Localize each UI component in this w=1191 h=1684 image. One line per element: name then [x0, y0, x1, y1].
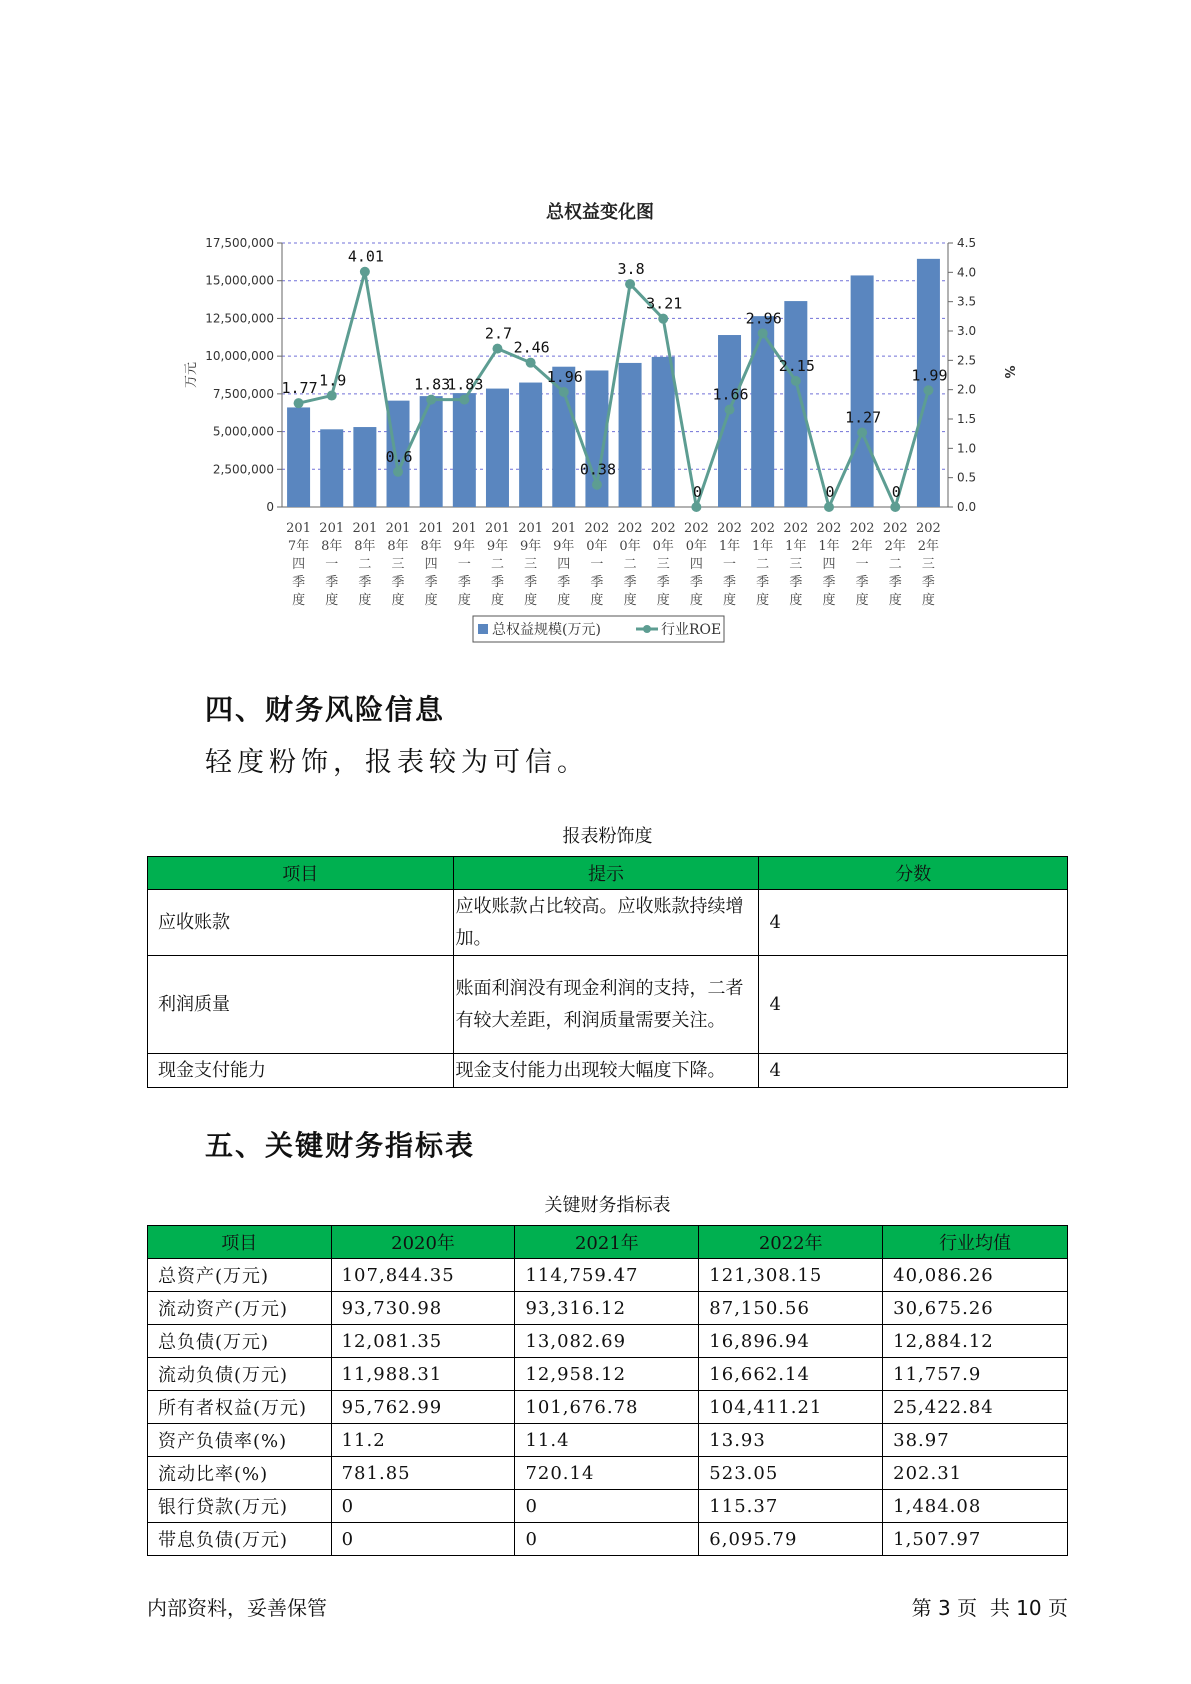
x-tick-label: 202	[783, 521, 809, 536]
equity-bar	[519, 383, 542, 507]
equity-bar	[619, 363, 642, 507]
x-tick-label: 202	[584, 521, 610, 536]
x-tick-label: 三	[921, 557, 935, 572]
risk-summary: 轻度粉饰，报表较为可信。	[205, 747, 589, 778]
risk-score: 4	[759, 956, 1068, 1054]
x-tick-label: 202	[683, 521, 709, 536]
roe-data-label: 2.96	[745, 309, 782, 328]
kpi-2021: 0	[515, 1490, 699, 1523]
kpi-2021: 11.4	[515, 1424, 699, 1457]
x-tick-label: 季	[623, 575, 637, 590]
x-tick-label: 201	[485, 521, 510, 536]
x-tick-label: 9年	[453, 539, 475, 554]
roe-point	[857, 427, 867, 437]
roe-data-label: 1.9	[319, 371, 347, 390]
kpi-industry-avg: 38.97	[883, 1424, 1068, 1457]
x-tick-label: 度	[789, 593, 803, 608]
x-tick-label: 度	[921, 593, 935, 608]
x-tick-label: 202	[617, 521, 643, 536]
x-tick-label: 三	[656, 557, 670, 572]
kpi-2022: 13.93	[699, 1424, 883, 1457]
kpi-2020: 781.85	[331, 1457, 515, 1490]
x-tick-label: 季	[391, 575, 405, 590]
right-axis-tick-label: 4.5	[957, 236, 977, 250]
kpi-table-header	[148, 1226, 1068, 1259]
header-score: 分数	[759, 857, 1068, 890]
x-tick-label: 度	[756, 593, 770, 608]
equity-bar	[420, 396, 443, 507]
header-item: 项目	[148, 857, 454, 890]
left-axis-tick-label: 10,000,000	[205, 349, 274, 364]
kpi-2022: 115.37	[699, 1490, 883, 1523]
x-tick-label: 三	[391, 557, 405, 572]
kpi-2021: 93,316.12	[515, 1292, 699, 1325]
kpi-industry-avg: 11,757.9	[883, 1358, 1068, 1391]
x-tick-label: 季	[855, 575, 869, 590]
x-tick-label: 季	[756, 575, 770, 590]
table-row	[148, 890, 1068, 956]
x-tick-label: 季	[656, 575, 670, 590]
kpi-2022: 104,411.21	[699, 1391, 883, 1424]
roe-data-label: 2.7	[484, 324, 513, 343]
x-tick-label: 202	[650, 521, 676, 536]
x-tick-label: 202	[916, 521, 941, 536]
table-row	[148, 956, 1068, 1054]
x-tick-label: 7年	[287, 539, 310, 554]
risk-score: 4	[759, 1054, 1068, 1088]
roe-point	[890, 502, 900, 512]
roe-data-label: 4.01	[347, 247, 384, 266]
x-tick-label: 201	[352, 521, 378, 536]
x-tick-label: 季	[789, 575, 803, 590]
x-tick-label: 季	[888, 575, 902, 590]
risk-item: 利润质量	[148, 956, 454, 1054]
roe-data-label: 1.77	[281, 379, 318, 398]
roe-data-label: 0.6	[385, 447, 413, 466]
x-tick-label: 1年	[818, 539, 840, 554]
left-axis-tick-label: 15,000,000	[205, 273, 274, 288]
left-axis-tick-label: 5,000,000	[212, 424, 274, 439]
kpi-item: 总负债(万元)	[148, 1325, 332, 1358]
kpi-2021: 12,958.12	[515, 1358, 699, 1391]
risk-score: 4	[759, 890, 1068, 956]
x-tick-label: 2年	[851, 539, 873, 554]
roe-data-label: 1.83	[447, 375, 484, 394]
kpi-item: 带息负债(万元)	[148, 1523, 332, 1556]
roe-data-label: 1.96	[546, 368, 583, 387]
roe-point	[426, 395, 436, 405]
x-tick-label: 度	[557, 593, 571, 608]
header-2021: 2021年	[515, 1226, 699, 1259]
right-axis-tick-label: 0.5	[957, 470, 977, 485]
x-tick-label: 四	[557, 557, 571, 572]
right-axis-tick-label: 4.0	[957, 265, 977, 280]
table-row	[148, 1054, 1068, 1088]
roe-data-label: 1.66	[712, 385, 749, 404]
x-tick-label: 季	[424, 575, 438, 590]
right-axis-tick-label: 3.0	[957, 324, 977, 338]
left-axis-tick-label: 7,500,000	[212, 386, 274, 401]
roe-data-label: 0	[825, 483, 835, 501]
kpi-2020: 11.2	[331, 1424, 515, 1457]
x-tick-label: 季	[325, 575, 339, 590]
x-tick-label: 8年	[420, 539, 442, 554]
roe-point	[559, 387, 569, 397]
kpi-item: 流动比率(%)	[148, 1457, 332, 1490]
risk-hint: 账面利润没有现金利润的支持，二者有较大差距，利润质量需要关注。	[453, 956, 759, 1054]
x-tick-label: 季	[490, 575, 504, 590]
roe-point	[824, 502, 834, 512]
equity-bar	[784, 301, 807, 507]
x-tick-label: 度	[590, 593, 604, 608]
equity-bar	[652, 357, 675, 507]
table-row	[148, 1358, 1068, 1391]
x-tick-label: 度	[391, 593, 405, 608]
x-tick-label: 201	[418, 521, 444, 536]
kpi-2020: 93,730.98	[331, 1292, 515, 1325]
x-tick-label: 1年	[752, 539, 774, 554]
kpi-2020: 11,988.31	[331, 1358, 515, 1391]
x-tick-label: 202	[849, 521, 875, 536]
right-axis-tick-label: 1.0	[957, 441, 977, 456]
roe-point	[658, 314, 668, 324]
x-tick-label: 202	[717, 521, 742, 536]
x-tick-label: 二	[358, 557, 372, 572]
x-tick-label: 度	[424, 593, 438, 608]
x-tick-label: 一	[855, 557, 869, 572]
kpi-2021: 0	[515, 1523, 699, 1556]
roe-data-label: 3.21	[646, 294, 683, 313]
equity-bar	[486, 389, 509, 507]
x-tick-label: 201	[385, 521, 411, 536]
x-tick-label: 度	[490, 593, 504, 608]
right-axis-tick-label: 0.0	[957, 500, 977, 514]
x-tick-label: 度	[524, 593, 538, 608]
table-row	[148, 1391, 1068, 1424]
risk-table-caption: 报表粉饰度	[562, 826, 653, 847]
left-axis-tick-label: 0	[266, 500, 274, 514]
x-tick-label: 0年	[586, 539, 608, 554]
footer-page-number: 第 3 页 共 10 页	[911, 1596, 1068, 1620]
kpi-2021: 101,676.78	[515, 1391, 699, 1424]
x-tick-label: 季	[457, 575, 471, 590]
x-tick-label: 四	[424, 557, 438, 572]
roe-point	[791, 376, 801, 386]
x-tick-label: 201	[319, 521, 345, 536]
legend-bar-label: 总权益规模(万元)	[492, 622, 601, 638]
roe-point	[758, 328, 768, 338]
legend-line-marker	[643, 625, 651, 633]
kpi-2020: 95,762.99	[331, 1391, 515, 1424]
kpi-2020: 0	[331, 1490, 515, 1523]
left-axis-tick-label: 12,500,000	[205, 311, 274, 326]
x-tick-label: 201	[451, 521, 477, 536]
table-row	[148, 1259, 1068, 1292]
x-tick-label: 四	[689, 557, 703, 572]
x-tick-label: 季	[723, 575, 737, 590]
x-tick-label: 8年	[321, 539, 343, 554]
equity-bar	[453, 393, 476, 507]
x-tick-label: 2年	[917, 539, 940, 554]
x-tick-label: 一	[723, 557, 737, 572]
header-item: 项目	[148, 1226, 332, 1259]
roe-point	[526, 358, 536, 368]
table-row	[148, 1457, 1068, 1490]
kpi-2021: 114,759.47	[515, 1259, 699, 1292]
header-industry-avg: 行业均值	[883, 1226, 1068, 1259]
kpi-industry-avg: 1,484.08	[883, 1490, 1068, 1523]
legend-bar-swatch	[478, 624, 488, 634]
risk-item: 应收账款	[148, 890, 454, 956]
roe-point	[625, 279, 635, 289]
x-tick-label: 度	[325, 593, 339, 608]
x-tick-label: 季	[292, 575, 306, 590]
x-tick-label: 三	[789, 557, 803, 572]
roe-point	[294, 398, 304, 408]
kpi-2021: 720.14	[515, 1457, 699, 1490]
x-tick-label: 度	[689, 593, 703, 608]
x-tick-label: 201	[286, 521, 311, 536]
x-tick-label: 0年	[685, 539, 708, 554]
kpi-item: 银行贷款(万元)	[148, 1490, 332, 1523]
x-tick-label: 度	[656, 593, 670, 608]
left-axis-tick-label: 17,500,000	[205, 236, 274, 250]
header-2020: 2020年	[331, 1226, 515, 1259]
equity-bar	[320, 429, 343, 507]
kpi-2022: 6,095.79	[699, 1523, 883, 1556]
x-tick-label: 202	[816, 521, 842, 536]
risk-table-header	[148, 857, 1068, 890]
roe-point	[923, 385, 933, 395]
kpi-2022: 87,150.56	[699, 1292, 883, 1325]
x-tick-label: 0年	[619, 539, 641, 554]
right-axis-tick-label: 2.0	[957, 382, 977, 397]
table-row	[148, 1325, 1068, 1358]
section5-heading: 五、关键财务指标表	[205, 1129, 476, 1162]
x-tick-label: 四	[822, 557, 836, 572]
table-row	[148, 1292, 1068, 1325]
x-tick-label: 度	[822, 593, 836, 608]
roe-data-label: 1.99	[911, 366, 948, 385]
right-axis-tick-label: 3.5	[957, 294, 977, 309]
x-tick-label: 一	[590, 557, 604, 572]
kpi-item: 资产负债率(%)	[148, 1424, 332, 1457]
x-tick-label: 201	[518, 521, 544, 536]
x-tick-label: 8年	[387, 539, 409, 554]
x-tick-label: 1年	[718, 539, 741, 554]
kpi-table	[147, 1225, 1068, 1556]
kpi-2020: 107,844.35	[331, 1259, 515, 1292]
x-tick-label: 二	[623, 557, 637, 572]
x-tick-label: 季	[590, 575, 604, 590]
x-tick-label: 9年	[553, 539, 575, 554]
kpi-2020: 0	[331, 1523, 515, 1556]
kpi-industry-avg: 1,507.97	[883, 1523, 1068, 1556]
kpi-2020: 12,081.35	[331, 1325, 515, 1358]
x-tick-label: 季	[921, 575, 935, 590]
risk-item: 现金支付能力	[148, 1054, 454, 1088]
kpi-item: 流动负债(万元)	[148, 1358, 332, 1391]
kpi-2022: 16,662.14	[699, 1358, 883, 1391]
kpi-table-caption: 关键财务指标表	[544, 1195, 671, 1216]
roe-point	[393, 467, 403, 477]
x-tick-label: 二	[888, 557, 902, 572]
table-row	[148, 1424, 1068, 1457]
kpi-industry-avg: 40,086.26	[883, 1259, 1068, 1292]
kpi-2022: 523.05	[699, 1457, 883, 1490]
right-axis-tick-label: 2.5	[957, 353, 977, 368]
x-tick-label: 一	[457, 557, 471, 572]
roe-point	[592, 480, 602, 490]
x-tick-label: 季	[358, 575, 372, 590]
x-tick-label: 度	[623, 593, 637, 608]
equity-bar	[353, 427, 376, 507]
x-tick-label: 度	[723, 593, 737, 608]
roe-data-label: 0.38	[579, 460, 616, 479]
kpi-industry-avg: 12,884.12	[883, 1325, 1068, 1358]
x-tick-label: 季	[557, 575, 571, 590]
kpi-item: 所有者权益(万元)	[148, 1391, 332, 1424]
right-axis-tick-label: 1.5	[957, 412, 977, 426]
x-tick-label: 一	[325, 557, 339, 572]
x-tick-label: 度	[292, 593, 306, 608]
x-tick-label: 季	[822, 575, 836, 590]
roe-data-label: 0	[692, 483, 702, 501]
x-tick-label: 9年	[486, 539, 509, 554]
roe-data-label: 2.15	[778, 356, 815, 375]
roe-point	[691, 502, 701, 512]
x-tick-label: 201	[551, 521, 577, 536]
table-row	[148, 1490, 1068, 1523]
x-tick-label: 8年	[354, 539, 376, 554]
roe-data-label: 0	[891, 483, 901, 501]
x-tick-label: 202	[750, 521, 776, 536]
x-tick-label: 1年	[785, 539, 807, 554]
roe-data-label: 2.46	[513, 338, 550, 357]
kpi-industry-avg: 202.31	[883, 1457, 1068, 1490]
x-tick-label: 202	[882, 521, 908, 536]
footer-confidential: 内部资料，妥善保管	[147, 1596, 327, 1620]
roe-data-label: 1.83	[414, 375, 451, 394]
x-tick-label: 9年	[519, 539, 542, 554]
kpi-industry-avg: 25,422.84	[883, 1391, 1068, 1424]
equity-chart	[0, 0, 1191, 660]
left-axis-tick-label: 2,500,000	[212, 462, 274, 477]
risk-hint: 应收账款占比较高。应收账款持续增加。	[453, 890, 759, 956]
risk-hint: 现金支付能力出现较大幅度下降。	[453, 1054, 759, 1088]
legend-line-label: 行业ROE	[661, 622, 722, 638]
x-tick-label: 度	[358, 593, 372, 608]
kpi-2022: 16,896.94	[699, 1325, 883, 1358]
kpi-2021: 13,082.69	[515, 1325, 699, 1358]
x-tick-label: 2年	[884, 539, 906, 554]
risk-table	[147, 856, 1068, 1088]
roe-point	[459, 395, 469, 405]
roe-point	[492, 344, 502, 354]
equity-bar	[851, 275, 874, 507]
x-tick-label: 度	[855, 593, 869, 608]
roe-point	[327, 391, 337, 401]
kpi-item: 总资产(万元)	[148, 1259, 332, 1292]
x-tick-label: 度	[457, 593, 471, 608]
left-axis-label: 万元	[184, 361, 199, 389]
section4-heading: 四、财务风险信息	[205, 693, 446, 726]
x-tick-label: 0年	[652, 539, 674, 554]
x-tick-label: 季	[689, 575, 703, 590]
kpi-2022: 121,308.15	[699, 1259, 883, 1292]
header-hint: 提示	[453, 857, 759, 890]
kpi-industry-avg: 30,675.26	[883, 1292, 1068, 1325]
equity-bar	[718, 335, 741, 507]
roe-data-label: 1.27	[845, 408, 882, 427]
header-2022: 2022年	[699, 1226, 883, 1259]
x-tick-label: 四	[292, 557, 306, 572]
x-tick-label: 二	[756, 557, 770, 572]
roe-point	[725, 405, 735, 415]
roe-point	[360, 267, 370, 277]
table-row	[148, 1523, 1068, 1556]
right-axis-label: %	[1001, 365, 1016, 379]
chart-title: 总权益变化图	[546, 202, 654, 223]
equity-bar	[287, 407, 310, 507]
x-tick-label: 二	[490, 557, 504, 572]
x-tick-label: 季	[524, 575, 538, 590]
x-tick-label: 度	[888, 593, 902, 608]
x-tick-label: 三	[524, 557, 538, 572]
roe-data-label: 3.8	[617, 260, 645, 279]
kpi-item: 流动资产(万元)	[148, 1292, 332, 1325]
